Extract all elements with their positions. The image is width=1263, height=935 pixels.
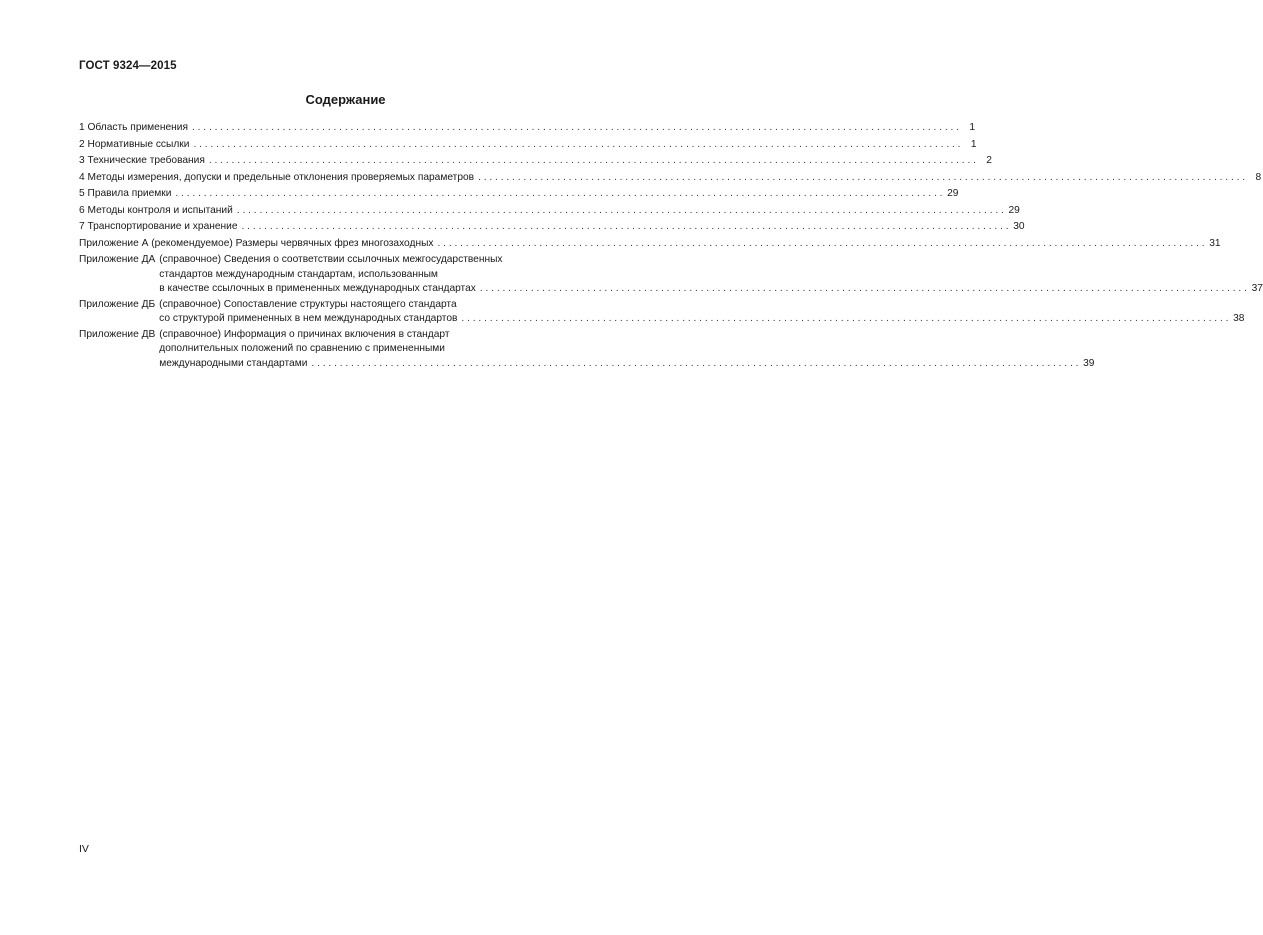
appendix-prefix: Приложение ДА (79, 254, 156, 265)
appendix-line: (справочное) Сведения о соответствии ссылочных межгосударственных (159, 254, 503, 265)
toc-entry[interactable] (79, 186, 959, 203)
toc-entry-label: 6 Методы контроля и испытаний (79, 204, 233, 216)
toc-entry-page: 2 (986, 155, 992, 166)
dot-leader (237, 203, 1004, 220)
dot-leader (175, 186, 942, 203)
toc-entry[interactable] (79, 120, 976, 137)
toc-entry-label: 7 Транспортирование и хранение (79, 221, 238, 232)
toc-entry-label: 4 Методы измерения, допуски и предельные отклонения проверяемых параметров (79, 171, 475, 183)
table-of-contents (79, 120, 1263, 371)
toc-appendix-entry[interactable] (79, 298, 1245, 327)
toc-entry-label: 1 Область применения (79, 122, 188, 133)
toc-entry-page: 38 (1233, 313, 1245, 324)
appendix-line: в качестве ссылочных в примененных международных стандартах (159, 283, 476, 294)
appendix-prefix: Приложение ДВ (79, 328, 156, 340)
dot-leader (192, 120, 959, 137)
appendix-line: дополнительных положений по сравнению с примененными (159, 343, 445, 354)
toc-entry[interactable] (79, 203, 1020, 220)
toc-entry[interactable] (79, 153, 992, 170)
dot-leader (461, 312, 1228, 327)
dot-leader (311, 357, 1078, 372)
toc-entry[interactable] (79, 236, 1221, 253)
toc-entry-label: 2 Нормативные ссылки (79, 138, 190, 150)
appendix-line: (справочное) Сопоставление структуры настоящего стандарта (159, 298, 457, 310)
toc-entry-page: 29 (947, 188, 959, 199)
dot-leader (478, 170, 1245, 187)
toc-entry-page: 1 (970, 138, 977, 150)
toc-entry-page: 29 (1008, 204, 1020, 216)
toc-entry-page: 37 (1251, 283, 1263, 294)
toc-appendix-entry[interactable] (79, 253, 1263, 297)
toc-title: Содержание (305, 92, 386, 107)
appendix-line: со структурой примененных в нем международных стандартов (159, 313, 458, 324)
toc-entry-label: 5 Правила приемки (79, 188, 172, 199)
toc-entry-page: 39 (1083, 357, 1095, 369)
page-number: IV (79, 843, 89, 855)
dot-leader (193, 137, 960, 154)
document-code: ГОСТ 9324—2015 (79, 60, 177, 72)
appendix-line: (справочное) Информация о причинах включения в стандарт (159, 328, 450, 340)
toc-entry[interactable] (79, 137, 977, 154)
dot-leader (438, 236, 1205, 253)
toc-entry-page: 8 (1255, 171, 1262, 183)
toc-entry[interactable] (79, 219, 1025, 236)
dot-leader (242, 219, 1009, 236)
toc-entry[interactable] (79, 170, 1262, 187)
appendix-line: международными стандартами (159, 357, 308, 369)
toc-entry-page: 30 (1013, 221, 1025, 232)
toc-appendix-entry[interactable] (79, 328, 1095, 372)
dot-leader (209, 153, 976, 170)
toc-entry-label: Приложение А (рекомендуемое) Размеры червячных фрез многозаходных (79, 237, 434, 249)
dot-leader (480, 282, 1247, 297)
appendix-line: стандартов международным стандартам, использованным (159, 268, 438, 280)
appendix-prefix: Приложение ДБ (79, 298, 156, 310)
toc-entry-page: 1 (969, 122, 976, 133)
toc-entry-label: 3 Технические требования (79, 155, 205, 166)
toc-entry-page: 31 (1209, 237, 1221, 249)
